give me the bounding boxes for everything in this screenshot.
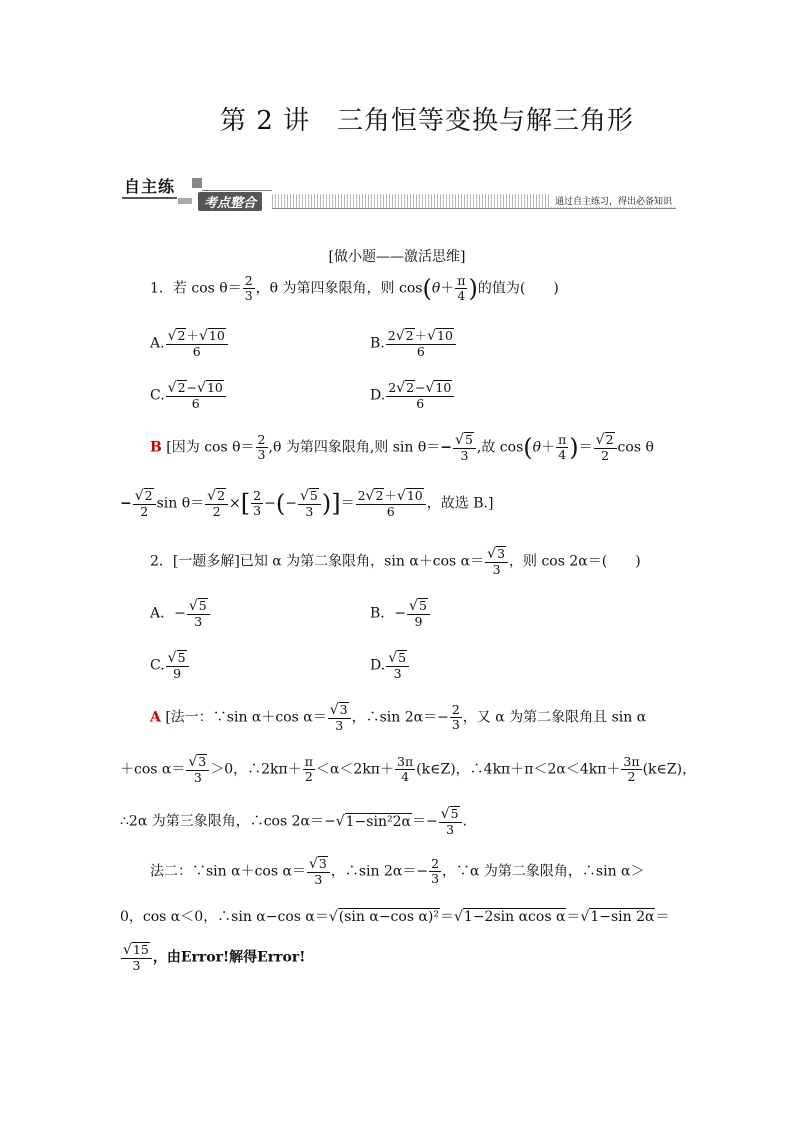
banner-main-label: 自主练 — [122, 174, 177, 199]
section-heading: [做小题——激活思维] — [328, 249, 466, 265]
q2-method2-line2: 0，cos α＜0，∴sin α−cos α＝√(sin α−cos α)²＝√1−2sin αcos α＝√1−sin 2α＝ — [120, 909, 670, 925]
q2-method1-line2: ＋cos α＝ $\frac{√3}{3}$ ＞0，∴2kπ＋ $\frac{\pi}{2}$ ＜α＜2kπ＋ $\frac{3\pi}{4}$ (k∈Z)，∴4kπ＋π＜2α＜4kπ＋ $\frac{3\pi}{2}$ (k∈Z)， — [120, 754, 697, 786]
banner-note: 通过自主练习，得出必备知识 — [551, 194, 676, 207]
q1-solution-line2: − $\frac{√2}{2}$ sin θ＝ $\frac{√2}{2}$ ×[ $\frac{2}{3}$ −(− $\frac{√5}{3}$ )]＝ $\frac{2√2+√10}{6}$ ，故选 B.] — [120, 488, 494, 520]
q2-option-b: B．− $\frac{√5}{9}$ — [370, 598, 431, 629]
banner-sub-label: 考点整合 — [198, 192, 262, 211]
section-banner — [122, 172, 676, 212]
q1-option-d: D. $\frac{2√2-√10}{6}$ — [370, 380, 455, 411]
q1-stem: 1．若 cos θ＝ $\frac{2}{3}$ ，θ 为第四象限角，则 cos(θ＋ $\frac{\pi}{4}$ )的值为( ) — [150, 273, 559, 303]
q2-method2-line1: 法二：∵sin α＋cos α＝ $\frac{√3}{3}$ ，∴sin 2α＝− $\frac{2}{3}$ ，∵α 为第二象限角，∴sin α＞ — [150, 856, 645, 888]
q2-option-a: A．− $\frac{√5}{3}$ — [150, 598, 211, 629]
q2-stem: 2．[一题多解]已知 α 为第二象限角，sin α＋cos α＝ $\frac{√3}{3}$ ，则 cos 2α＝( ) — [150, 546, 641, 578]
q1-option-b: B. $\frac{2√2+√10}{6}$ — [370, 328, 457, 359]
q2-method1-line1: A [法一：∵sin α＋cos α＝ $\frac{√3}{3}$ ，∴sin 2α＝− $\frac{2}{3}$ ，又 α 为第二象限角且 sin α — [150, 702, 647, 734]
banner-line — [202, 190, 272, 191]
q1-solution-line1: B [因为 cos θ＝ $\frac{2}{3}$ ,θ 为第四象限角,则 sin θ＝− $\frac{√5}{3}$ ,故 cos(θ＋ $\frac{\pi}{4}$ )＝ $\frac{√2}{2}$ cos θ — [150, 432, 654, 464]
page-title: 第 2 讲 三角恒等变换与解三角形 — [219, 106, 635, 136]
q2-method2-line3: $\frac{√15}{3}$ ，由Error!解得Error! — [123, 942, 306, 974]
q2-option-d: D. $\frac{√5}{3}$ — [370, 650, 410, 681]
q2-method1-line3: ∴2α 为第三象限角，∴cos 2α＝−√1−sin²2α＝− $\frac{√5}{3}$ . — [120, 806, 467, 838]
q1-option-c: C. $\frac{√2-√10}{6}$ — [150, 380, 227, 411]
q1-answer: B — [150, 439, 162, 456]
banner-bar-decoration — [178, 198, 192, 204]
q2-answer: A — [150, 709, 161, 726]
q1-option-a: A. $\frac{√2+√10}{6}$ — [150, 328, 229, 359]
banner-square-decoration — [192, 178, 202, 188]
q2-option-c: C. $\frac{√5}{9}$ — [150, 650, 190, 681]
